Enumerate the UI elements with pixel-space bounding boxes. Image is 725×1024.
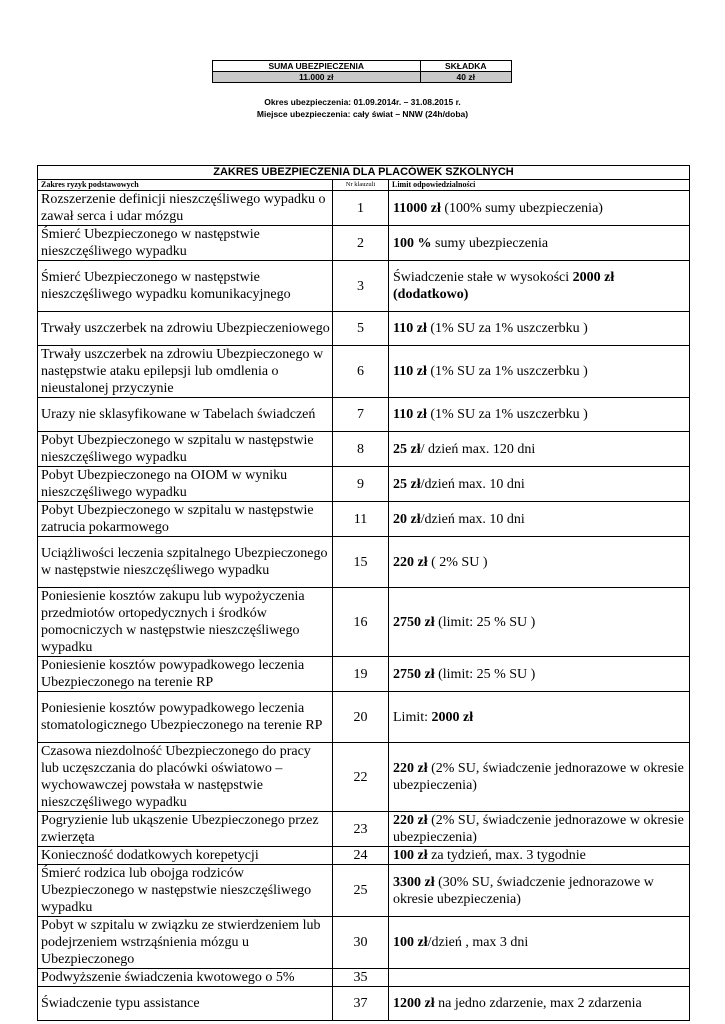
liability-limit — [389, 987, 690, 1021]
clause-number: 2 — [333, 226, 389, 261]
limit-amount: 110 zł — [393, 364, 427, 379]
table-row — [38, 537, 690, 588]
limit-description: /dzień , max 3 dni — [427, 935, 529, 950]
limit-amount: 11000 zł — [393, 200, 441, 216]
limit-amount: 100 zł — [393, 848, 428, 863]
column-header-limit: Limit odpowiedzialności — [389, 180, 690, 191]
table-row — [38, 812, 690, 847]
table-row — [38, 312, 690, 346]
limit-description: (100% sumy ubezpieczenia) — [440, 200, 603, 216]
table-row — [38, 588, 690, 657]
risk-scope: Urazy nie sklasyfikowane w Tabelach świadczeń — [38, 398, 333, 432]
premium-value: 40 zł — [420, 72, 511, 83]
clause-number: 9 — [333, 467, 389, 502]
liability-limit — [389, 432, 690, 467]
liability-limit — [389, 312, 690, 346]
limit-description: (2% SU, świadczenie jednorazowe w okresie ubezpieczenia) — [393, 761, 684, 793]
limit-amount: 220 zł — [393, 813, 428, 828]
clause-number: 25 — [333, 865, 389, 917]
liability-limit — [389, 847, 690, 865]
limit-amount: 2000 zł (dodatkowo) — [393, 270, 615, 302]
table-row — [38, 432, 690, 467]
clause-number: 22 — [333, 743, 389, 812]
risk-scope: Poniesienie kosztów powypadkowego leczenia Ubezpieczonego na terenie RP — [38, 657, 333, 692]
table-row — [38, 191, 690, 226]
coverage-title-row — [38, 166, 690, 180]
column-header-scope: Zakres ryzyk podstawowych — [38, 180, 333, 191]
liability-limit — [389, 588, 690, 657]
liability-limit — [389, 261, 690, 312]
limit-amount: 220 zł — [393, 554, 428, 570]
clause-number: 24 — [333, 847, 389, 865]
risk-scope: Trwały uszczerbek na zdrowiu Ubezpieczeniowego — [38, 312, 333, 346]
risk-scope: Pobyt Ubezpieczonego w szpitalu w następstwie zatrucia pokarmowego — [38, 502, 333, 537]
summary-table — [212, 60, 512, 83]
clause-number: 19 — [333, 657, 389, 692]
risk-scope: Pobyt Ubezpieczonego na OIOM w wyniku nieszczęśliwego wypadku — [38, 467, 333, 502]
limit-description: (2% SU, świadczenie jednorazowe w okresie ubezpieczenia) — [393, 813, 684, 845]
limit-amount: 20 zł — [393, 511, 421, 527]
limit-amount: 25 zł — [393, 476, 421, 492]
table-row — [38, 502, 690, 537]
clause-number: 11 — [333, 502, 389, 537]
clause-number: 5 — [333, 312, 389, 346]
limit-description: na jedno zdarzenie, max 2 zdarzenia — [434, 996, 642, 1011]
clause-number: 8 — [333, 432, 389, 467]
risk-scope: Konieczność dodatkowych korepetycji — [38, 847, 333, 865]
limit-description: (1% SU za 1% uszczerbku ) — [426, 407, 588, 422]
limit-amount: 25 zł — [393, 441, 421, 457]
risk-scope: Śmierć rodzica lub obojga rodziców Ubezpieczonego w następstwie nieszczęśliwego wypadku — [38, 865, 333, 917]
clause-number: 37 — [333, 987, 389, 1021]
table-row — [38, 917, 690, 969]
risk-scope: Rozszerzenie definicji nieszczęśliwego wypadku o zawał serca i udar mózgu — [38, 191, 333, 226]
table-row — [38, 226, 690, 261]
summary-value-row — [213, 72, 512, 83]
liability-limit — [389, 502, 690, 537]
table-row — [38, 969, 690, 987]
sum-insured-header: SUMA UBEZPIECZENIA — [213, 61, 421, 72]
liability-limit — [389, 865, 690, 917]
limit-prefix: Limit: — [393, 709, 432, 725]
table-row — [38, 261, 690, 312]
clause-number: 1 — [333, 191, 389, 226]
risk-scope: Śmierć Ubezpieczonego w następstwie nieszczęśliwego wypadku komunikacyjnego — [38, 261, 333, 312]
limit-amount: 2000 zł — [431, 709, 474, 725]
insurance-period: Okres ubezpieczenia: 01.09.2014r. – 31.08.2015 r. — [264, 97, 461, 107]
limit-description: (30% SU, świadczenie jednorazowe w okresie ubezpieczenia) — [393, 874, 654, 907]
insurance-location: Miejsce ubezpieczenia: cały świat – NNW (24h/doba) — [256, 109, 469, 119]
table-row — [38, 847, 690, 865]
liability-limit — [389, 812, 690, 847]
limit-amount: 220 zł — [393, 761, 428, 776]
limit-description: za tydzień, max. 3 tygodnie — [427, 848, 586, 863]
sum-insured-value: 11.000 zł — [213, 72, 421, 83]
summary-header-row — [213, 61, 512, 72]
clause-number: 7 — [333, 398, 389, 432]
limit-description: (limit: 25 % SU ) — [434, 614, 536, 630]
limit-description: (limit: 25 % SU ) — [434, 666, 536, 682]
premium-header: SKŁADKA — [420, 61, 511, 72]
liability-limit — [389, 917, 690, 969]
limit-amount: 110 zł — [393, 321, 427, 336]
clause-number: 20 — [333, 692, 389, 743]
clause-number: 30 — [333, 917, 389, 969]
liability-limit — [389, 537, 690, 588]
limit-description: /dzień max. 10 dni — [420, 511, 525, 527]
risk-scope: Świadczenie typu assistance — [38, 987, 333, 1021]
risk-scope: Pobyt Ubezpieczonego w szpitalu w następstwie nieszczęśliwego wypadku — [38, 432, 333, 467]
liability-limit — [389, 191, 690, 226]
clause-number: 23 — [333, 812, 389, 847]
risk-scope: Trwały uszczerbek na zdrowiu Ubezpieczonego w następstwie ataku epilepsji lub omdlenia o nieustalonej przyczynie — [38, 346, 333, 398]
clause-number: 16 — [333, 588, 389, 657]
limit-amount: 100 zł — [393, 935, 428, 950]
table-row — [38, 743, 690, 812]
table-row — [38, 657, 690, 692]
risk-scope: Pobyt w szpitalu w związku ze stwierdzeniem lub podejrzeniem wstrząśnienia mózgu u Ubezpieczonego — [38, 917, 333, 969]
limit-description: (1% SU za 1% uszczerbku ) — [426, 364, 588, 379]
table-row — [38, 398, 690, 432]
table-row — [38, 987, 690, 1021]
limit-amount: 2750 zł — [393, 666, 435, 682]
liability-limit — [389, 398, 690, 432]
coverage-title: ZAKRES UBEZPIECZENIA DLA PLACÓWEK SZKOLNYCH — [38, 166, 690, 180]
clause-number: 35 — [333, 969, 389, 987]
liability-limit — [389, 692, 690, 743]
limit-amount: 2750 zł — [393, 614, 435, 630]
liability-limit — [389, 346, 690, 398]
risk-scope: Poniesienie kosztów powypadkowego leczenia stomatologicznego Ubezpieczonego na terenie RP — [38, 692, 333, 743]
coverage-column-headers — [38, 180, 690, 191]
liability-limit — [389, 969, 690, 987]
coverage-body — [38, 191, 690, 1021]
table-row — [38, 467, 690, 502]
limit-description: ( 2% SU ) — [427, 554, 488, 570]
liability-limit — [389, 467, 690, 502]
limit-description: / dzień max. 120 dni — [420, 441, 536, 457]
limit-amount: 1200 zł — [393, 996, 435, 1011]
limit-description: /dzień max. 10 dni — [420, 476, 525, 492]
limit-prefix: Świadczenie stałe w wysokości — [393, 270, 573, 285]
risk-scope: Uciążliwości leczenia szpitalnego Ubezpieczonego w następstwie nieszczęśliwego wypadku — [38, 537, 333, 588]
table-row — [38, 346, 690, 398]
risk-scope: Śmierć Ubezpieczonego w następstwie nieszczęśliwego wypadku — [38, 226, 333, 261]
liability-limit — [389, 743, 690, 812]
table-row — [38, 865, 690, 917]
risk-scope: Czasowa niezdolność Ubezpieczonego do pracy lub uczęszczania do placówki oświatowo – wychowawczej powstała w następstwie nieszczęśliwego wypadku — [38, 743, 333, 812]
table-row — [38, 692, 690, 743]
column-header-clause-number: Nr klauzuli — [333, 180, 389, 191]
risk-scope: Pogryzienie lub ukąszenie Ubezpieczonego przez zwierzęta — [38, 812, 333, 847]
coverage-table — [37, 165, 690, 1021]
clause-number: 6 — [333, 346, 389, 398]
limit-amount: 100 % — [393, 235, 432, 251]
limit-amount: 110 zł — [393, 407, 427, 422]
risk-scope: Podwyższenie świadczenia kwotowego o 5% — [38, 969, 333, 987]
liability-limit — [389, 226, 690, 261]
limit-amount: 3300 zł — [393, 874, 435, 890]
clause-number: 3 — [333, 261, 389, 312]
limit-description: (1% SU za 1% uszczerbku ) — [426, 321, 588, 336]
limit-description: sumy ubezpieczenia — [431, 235, 549, 251]
clause-number: 15 — [333, 537, 389, 588]
risk-scope: Poniesienie kosztów zakupu lub wypożyczenia przedmiotów ortopedycznych i środków pomocniczych w następstwie nieszczęśliwego wypadku — [38, 588, 333, 657]
liability-limit — [389, 657, 690, 692]
